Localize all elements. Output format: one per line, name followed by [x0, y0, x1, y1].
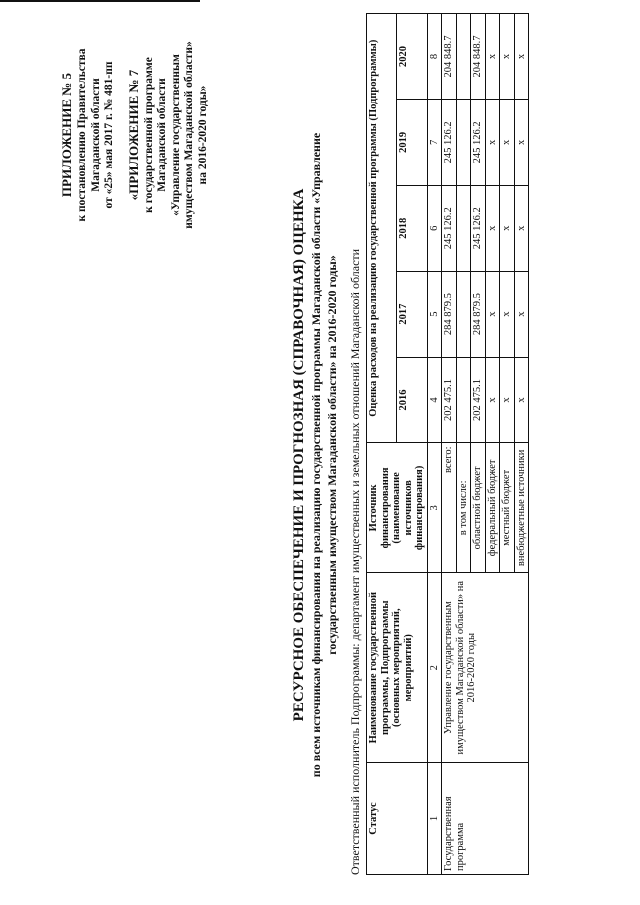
- header-year: 2017: [397, 271, 427, 357]
- program-line: Магаданской области: [156, 78, 168, 192]
- value-cell: [456, 99, 471, 185]
- appendix-number-2: «ПРИЛОЖЕНИЕ № 7: [125, 69, 141, 201]
- header-program-name: Наименование государственной программы, Подпрограммы (основных мероприятий, мероприятий): [367, 573, 428, 763]
- value-cell: х: [500, 357, 515, 443]
- appendix-number: ПРИЛОЖЕНИЕ № 5: [59, 72, 74, 198]
- source-cell: областной бюджет: [471, 443, 486, 573]
- header-year: 2018: [397, 185, 427, 271]
- value-cell: х: [500, 271, 515, 357]
- header-year: 2019: [397, 99, 427, 185]
- source-cell: всего:: [442, 443, 457, 573]
- decree-date-line: от «25» мая 2017 г. № 481-пп: [103, 61, 115, 209]
- document-title: [290, 25, 339, 885]
- table-header-row: [367, 14, 397, 875]
- program-line: к государственной программе: [142, 57, 155, 213]
- program-line: на 2016-2020 годы»: [196, 85, 209, 185]
- value-cell: х: [485, 271, 500, 357]
- value-cell: х: [485, 357, 500, 443]
- value-cell: х: [514, 99, 529, 185]
- value-cell: х: [485, 14, 500, 100]
- value-cell: 202 475.1: [442, 357, 457, 443]
- column-number: 6: [427, 185, 442, 271]
- value-cell: 202 475.1: [471, 357, 486, 443]
- value-cell: х: [514, 357, 529, 443]
- title-main: РЕСУРСНОЕ ОБЕСПЕЧЕНИЕ И ПРОГНОЗНАЯ (СПРАВОЧНАЯ) ОЦЕНКА: [291, 188, 307, 722]
- decree-line: к постановлению Правительства: [76, 48, 88, 222]
- value-cell: х: [485, 185, 500, 271]
- value-cell: х: [500, 185, 515, 271]
- table-row: [442, 14, 457, 875]
- value-cell: 284 879.5: [442, 271, 457, 357]
- value-cell: 245 126.2: [471, 185, 486, 271]
- column-number: 5: [427, 271, 442, 357]
- column-number: 1: [427, 763, 442, 875]
- source-cell: в том числе:: [456, 443, 471, 573]
- title-subtitle-line: по всем источникам финансирования на реализацию государственной программы Магаданской области «Управление: [309, 132, 323, 778]
- value-cell: [456, 271, 471, 357]
- header-year: 2020: [397, 14, 427, 100]
- column-number-row: [427, 14, 442, 875]
- value-cell: 204 848.7: [442, 14, 457, 100]
- value-cell: х: [514, 14, 529, 100]
- value-cell: х: [500, 14, 515, 100]
- title-subtitle-line: государственным имуществом Магаданской области» на 2016-2020 годы»: [324, 255, 339, 655]
- header-status: Статус: [367, 763, 428, 875]
- program-line: «Управление государственным: [169, 54, 182, 216]
- program-line: имуществом Магаданской области»: [183, 41, 195, 229]
- header-estimate: Оценка расходов на реализацию государственной программы (Подпрограммы): [367, 14, 397, 443]
- column-number: 8: [427, 14, 442, 100]
- value-cell: [456, 14, 471, 100]
- program-name-cell: Управление государственным имуществом Магаданской области» на 2016-2020 годы: [442, 573, 529, 763]
- resource-table: [366, 13, 529, 875]
- value-cell: х: [485, 99, 500, 185]
- value-cell: х: [514, 271, 529, 357]
- value-cell: х: [500, 99, 515, 185]
- source-cell: местный бюджет: [500, 443, 515, 573]
- value-cell: 284 879.5: [471, 271, 486, 357]
- value-cell: 245 126.2: [442, 99, 457, 185]
- appendix-header: [58, 20, 210, 250]
- header-year: 2016: [397, 357, 427, 443]
- column-number: 2: [427, 573, 442, 763]
- value-cell: [456, 185, 471, 271]
- responsible-executor: Ответственный исполнитель Подпрограммы: департамент имущественных и земельных отношений Магаданской области: [348, 248, 362, 875]
- decree-line: Магаданской области: [89, 78, 102, 192]
- column-number: 7: [427, 99, 442, 185]
- header-funding-source: Источник финансирования (наименование источников финансирования): [367, 443, 428, 573]
- source-cell: внебюджетные источники: [514, 443, 529, 573]
- value-cell: 245 126.2: [471, 99, 486, 185]
- column-number: 4: [427, 357, 442, 443]
- column-number: 3: [427, 443, 442, 573]
- value-cell: [456, 357, 471, 443]
- value-cell: 204 848.7: [471, 14, 486, 100]
- value-cell: х: [514, 185, 529, 271]
- value-cell: 245 126.2: [442, 185, 457, 271]
- status-cell: Государственная программа: [442, 763, 529, 875]
- source-cell: федеральный бюджет: [485, 443, 500, 573]
